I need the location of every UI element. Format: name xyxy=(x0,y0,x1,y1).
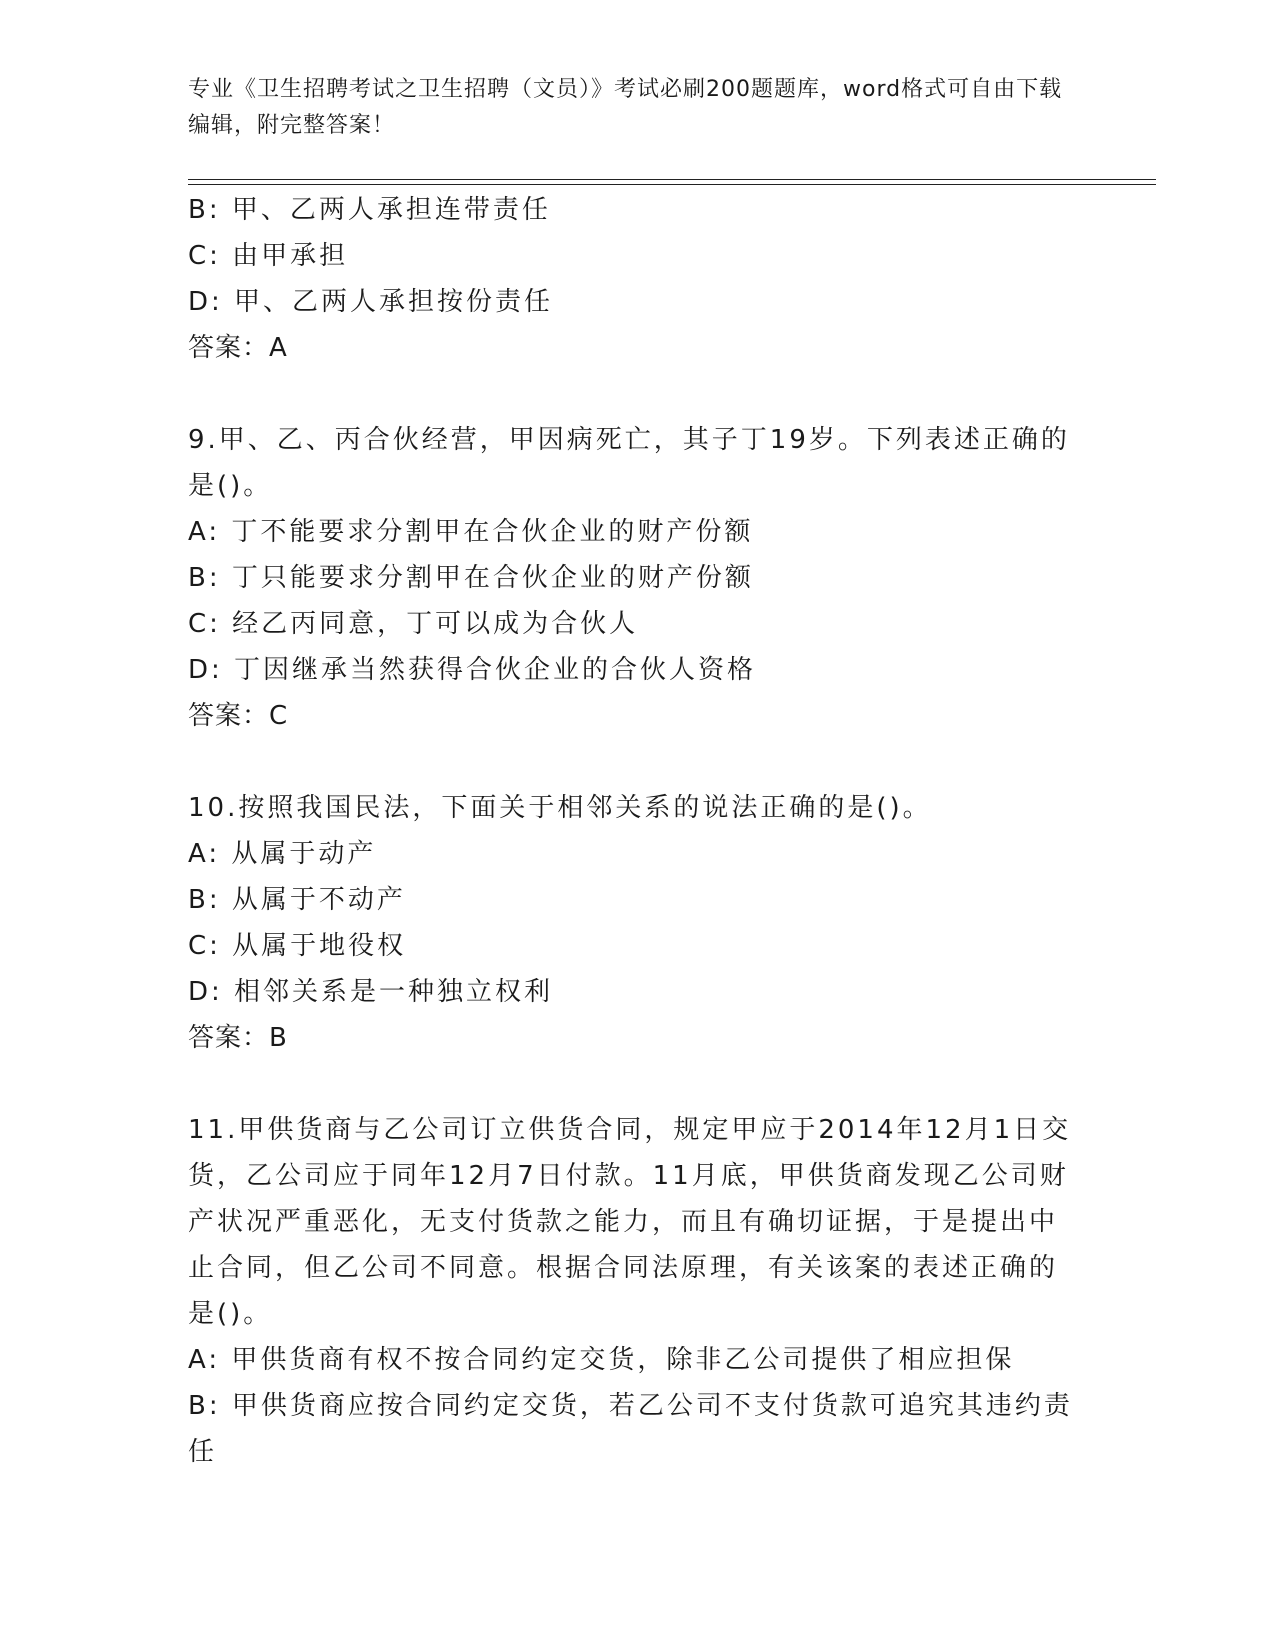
document-body xyxy=(188,187,1078,1475)
option-b: B: 丁只能要求分割甲在合伙企业的财产份额 xyxy=(188,563,754,593)
question-11 xyxy=(188,1107,1078,1475)
option-c: C: 经乙丙同意，丁可以成为合伙人 xyxy=(188,609,639,639)
question-9 xyxy=(188,417,1078,739)
option-b: B: 从属于不动产 xyxy=(188,885,406,915)
question-stem: 10.按照我国民法，下面关于相邻关系的说法正确的是()。 xyxy=(188,793,932,823)
answer-line: 答案：A xyxy=(188,333,288,363)
question-stem: 产状况严重恶化，无支付货款之能力，而且有确切证据，于是提出中 xyxy=(188,1207,1059,1237)
question-stem: 9.甲、乙、丙合伙经营，甲因病死亡，其子丁19岁。下列表述正确的 xyxy=(188,425,1070,455)
option-d: D: 甲、乙两人承担按份责任 xyxy=(188,287,554,317)
question-8-continued xyxy=(188,187,1078,371)
option-a: A: 从属于动产 xyxy=(188,839,377,869)
option-c: C: 从属于地役权 xyxy=(188,931,407,961)
document-header: 专业《卫生招聘考试之卫生招聘（文员）》考试必刷200题题库，word格式可自由下载编辑，附完整答案！ xyxy=(188,77,1063,138)
option-b: B: 甲供货商应按合同约定交货，若乙公司不支付货款可追究其违约责 xyxy=(188,1391,1073,1421)
answer-line: 答案：B xyxy=(188,1023,288,1053)
option-a: A: 甲供货商有权不按合同约定交货，除非乙公司提供了相应担保 xyxy=(188,1345,1015,1375)
question-stem: 货，乙公司应于同年12月7日付款。11月底，甲供货商发现乙公司财 xyxy=(188,1161,1069,1191)
spacer xyxy=(188,371,1078,417)
question-stem: 11.甲供货商与乙公司订立供货合同，规定甲应于2014年12月1日交 xyxy=(188,1115,1072,1145)
option-d: D: 相邻关系是一种独立权利 xyxy=(188,977,554,1007)
question-stem: 是()。 xyxy=(188,1299,273,1329)
header-rule-bottom xyxy=(188,184,1156,185)
option-b-continued: 任 xyxy=(188,1437,218,1467)
option-b: B: 甲、乙两人承担连带责任 xyxy=(188,195,551,225)
question-10 xyxy=(188,785,1078,1061)
answer-line: 答案：C xyxy=(188,701,289,731)
question-stem: 是()。 xyxy=(188,471,273,501)
spacer xyxy=(188,1061,1078,1107)
question-stem: 止合同，但乙公司不同意。根据合同法原理，有关该案的表述正确的 xyxy=(188,1253,1059,1283)
option-c: C: 由甲承担 xyxy=(188,241,349,271)
spacer xyxy=(188,739,1078,785)
header-rule-top xyxy=(188,179,1156,180)
option-d: D: 丁因继承当然获得合伙企业的合伙人资格 xyxy=(188,655,757,685)
option-a: A: 丁不能要求分割甲在合伙企业的财产份额 xyxy=(188,517,754,547)
